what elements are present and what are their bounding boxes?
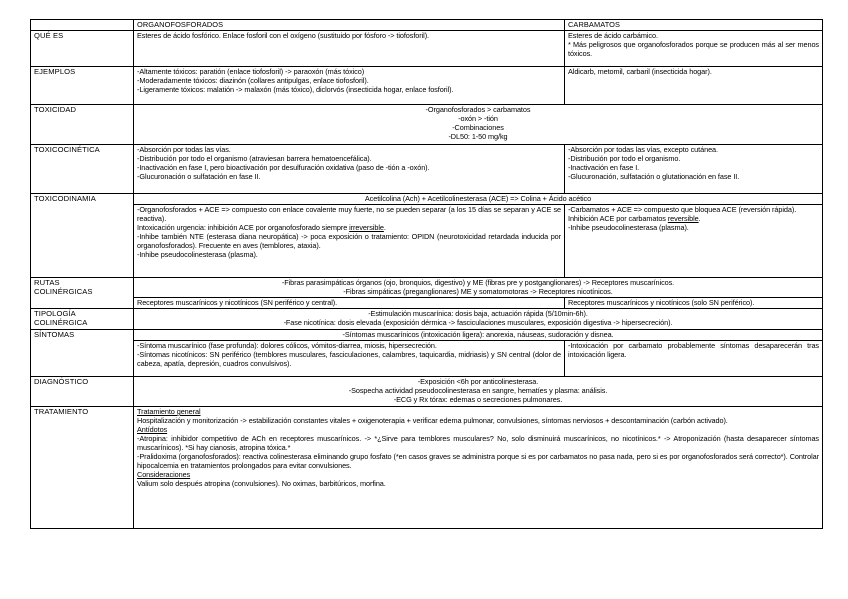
text-line: -Combinaciones xyxy=(452,123,504,133)
que-es-carbamatos xyxy=(565,31,823,67)
row-label-tratamiento: TRATAMIENTO xyxy=(31,407,134,529)
toxicocinetica-organofosforados xyxy=(134,145,565,194)
toxicodinamia-shared: Acetilcolina (Ach) + Acetilcolinesterasa (ACE) => Colina + Ácido acético xyxy=(134,194,823,205)
corner-cell xyxy=(31,20,134,31)
rutas-shared xyxy=(134,278,823,298)
consideraciones-title: Consideraciones xyxy=(137,470,191,480)
text-line: -Absorción por todas las vías. xyxy=(137,145,231,154)
header-organofosforados: ORGANOFOSFORADOS xyxy=(134,20,565,31)
text-line: -oxón > -tión xyxy=(458,114,498,124)
row-label-tipologia xyxy=(31,309,134,330)
text-line: RUTAS xyxy=(34,278,60,287)
toxicodinamia-carbamatos xyxy=(565,205,823,278)
text-line: -ECG y Rx tórax: edemas o secreciones pulmonares. xyxy=(393,395,563,405)
row-label-toxicodinamia: TOXICODINAMIA xyxy=(31,194,134,278)
row-label-que-es: QUÉ ES xyxy=(31,31,134,67)
sintomas-organofosforados xyxy=(134,341,565,377)
text-line: -Exposición <6h por anticolinesterasa. xyxy=(417,377,539,386)
irreversible-term: irreversible xyxy=(349,223,384,233)
rutas-carbamatos: Receptores muscarínicos y nicotínicos (solo SN periférico). xyxy=(565,298,823,309)
text-line: COLINÉRGICA xyxy=(34,318,88,328)
rutas-organofosforados: Receptores muscarínicos y nicotínicos (SN periférico y central). xyxy=(134,298,565,309)
tratamiento-content xyxy=(134,407,823,529)
text-line: Intoxicación urgencia: inhibición ACE por organofosforado siempre irreversible. xyxy=(137,223,386,233)
toxicocinetica-carbamatos xyxy=(565,145,823,194)
text-line: -Absorción por todas las vías, excepto cutánea. xyxy=(568,145,718,154)
header-carbamatos: CARBAMATOS xyxy=(565,20,823,31)
text-line: -Pralidoxima (organofosforados): reactiva colinesterasa eliminando grupo fosfato (*en casos graves se administra porque si es por carbamatos no pasa nada, pero si es por organofosforados será correcto*). Controlar hipocalcemia en tratamientos prolongados para evitar convulsiones. xyxy=(137,452,819,471)
text-line: -Inhibe también NTE (esterasa diana neuropática) -> poca exposición o tratamiento: OPIDN (neurotoxicidad retardada inducida por organofosforados). Frecuente en aves (temblores, ataxia). xyxy=(137,232,561,251)
text-line: COLINÉRGICAS xyxy=(34,287,93,297)
text-line: -Inactivación en fase I, pero bioactivación por desulfuración oxidativa (paso de -tión a -oxón). xyxy=(137,163,430,173)
sintomas-shared: -Síntomas muscarínicos (intoxicación ligera): anorexia, náuseas, sudoración y disnea. xyxy=(134,330,823,341)
text-line: -Fibras parasimpáticas órganos (ojo, bronquios, digestivo) y ME (fibras pre y postganglionares) -> Receptores muscarínicos. xyxy=(281,278,675,287)
text-line: -Inhibe pseudocolinesterasa (plasma). xyxy=(568,223,689,233)
antidotos-title: Antídotos xyxy=(137,425,168,435)
text-line: -Síntomas nicotínicos: SN periférico (temblores musculares, fasciculaciones, calambres, taquicardia, midriasis) y SN central (dolor de cabeza, apatía, depresión, cuadros convulsivos). xyxy=(137,350,561,369)
text-line: -Ligeramente tóxicos: malatión -> malaxón (más tóxico), diclorvós (insecticida hogar, enlace fosforil). xyxy=(137,85,454,95)
text-line: -Distribución por todo el organismo (atraviesan barrera hematoencefálica). xyxy=(137,154,372,164)
text-line: -Organofosforados + ACE => compuesto con enlace covalente muy fuerte, no se pueden separar (a los 15 días se separan y ACE se reactiva). xyxy=(137,205,561,224)
text-line: -Distribución por todo el organismo. xyxy=(568,154,681,164)
text-line: -Síntoma muscarínico (fase profunda): dolores cólicos, vómitos-diarrea, miosis, hipersecreción. xyxy=(137,341,437,350)
text-line: -Sospecha actividad pseudocolinesterasa en sangre, hematíes y plasma: análisis. xyxy=(348,386,608,396)
row-label-toxicidad: TOXICIDAD xyxy=(31,105,134,145)
text-line: -DL50: 1-50 mg/kg xyxy=(448,132,508,142)
reversible-term: reversible xyxy=(667,214,699,224)
row-label-sintomas: SÍNTOMAS xyxy=(31,330,134,377)
text-line: Valium solo después atropina (convulsiones). No oximas, barbitúricos, morfina. xyxy=(137,479,386,489)
row-label-ejemplos: EJEMPLOS xyxy=(31,67,134,105)
text-line: -Inhibe pseudocolinesterasa (plasma). xyxy=(137,250,258,260)
text-line: * Más peligrosos que organofosforados porque se producen más al ser menos tóxicos. xyxy=(568,40,819,59)
tipologia-content xyxy=(134,309,823,330)
text-line: -Fase nicotínica: dosis elevada (exposición dérmica -> fasciculaciones musculares, exposición digestiva -> hipersecreción). xyxy=(283,318,673,328)
toxicidad-content xyxy=(134,105,823,145)
row-label-rutas xyxy=(31,278,134,309)
row-label-diagnostico: DIAGNÓSTICO xyxy=(31,377,134,407)
text-line: TIPOLOGÍA xyxy=(34,309,76,318)
row-label-toxicocinetica: TOXICOCINÉTICA xyxy=(31,145,134,194)
text-line: Esteres de ácido carbámico. xyxy=(568,31,658,40)
text-line: Hospitalización y monitorización -> estabilización constantes vitales + oxigenoterapia + verificar edema pulmonar, convulsiones, síntomas nerviosos + descontaminación (carbón activado). xyxy=(137,416,728,426)
text-line: -Altamente tóxicos: paratión (enlace tiofosforil) -> paraoxón (más tóxico) xyxy=(137,67,365,76)
text-line: -Fibras simpáticas (preganglionares) ME y somatomotoras -> Receptores nicotínicos. xyxy=(343,287,613,297)
text-line: -Glucuronación, sulfatación o glutationación en fase II. xyxy=(568,172,740,182)
text-line: -Glucuronación o sulfatación en fase II. xyxy=(137,172,261,182)
text-line: -Carbamatos + ACE => compuesto que bloquea ACE (reversión rápida). xyxy=(568,205,797,214)
toxicology-table xyxy=(30,19,823,529)
text-line: -Organofosforados > carbamatos xyxy=(425,105,531,114)
text-line: -Atropina: inhibidor competitivo de ACh en receptores muscarínicos. -> *¿Sirve para temblores musculares? No, solo disminuirá muscarínicos, no nicotínicos.* -> Atroponización (hasta desaparecer síntomas muscarínicos). *Si hay cianosis, atropina tóxica.* xyxy=(137,434,819,453)
tratamiento-general-title: Tratamiento general xyxy=(137,407,201,416)
text-line: -Inactivación en fase I. xyxy=(568,163,640,173)
ejemplos-carbamatos: Aldicarb, metomil, carbaril (insecticida hogar). xyxy=(565,67,823,105)
text-line: -Moderadamente tóxicos: diazinón (collares antipulgas, enlace tiofosforil). xyxy=(137,76,369,86)
text-line: -Estimulación muscarínica: dosis baja, actuación rápida (5/10min-6h). xyxy=(368,309,588,318)
que-es-organofosforados: Esteres de ácido fosfórico. Enlace fosforil con el oxígeno (sustituido por fósforo -> tiofosforil). xyxy=(134,31,565,67)
ejemplos-organofosforados xyxy=(134,67,565,105)
sintomas-carbamatos: -Intoxicación por carbamato probablemente síntomas desaparecerán tras intoxicación ligera. xyxy=(565,341,823,377)
text-line: Inhibición ACE por carbamatos reversible. xyxy=(568,214,701,224)
diagnostico-content xyxy=(134,377,823,407)
toxicodinamia-organofosforados xyxy=(134,205,565,278)
